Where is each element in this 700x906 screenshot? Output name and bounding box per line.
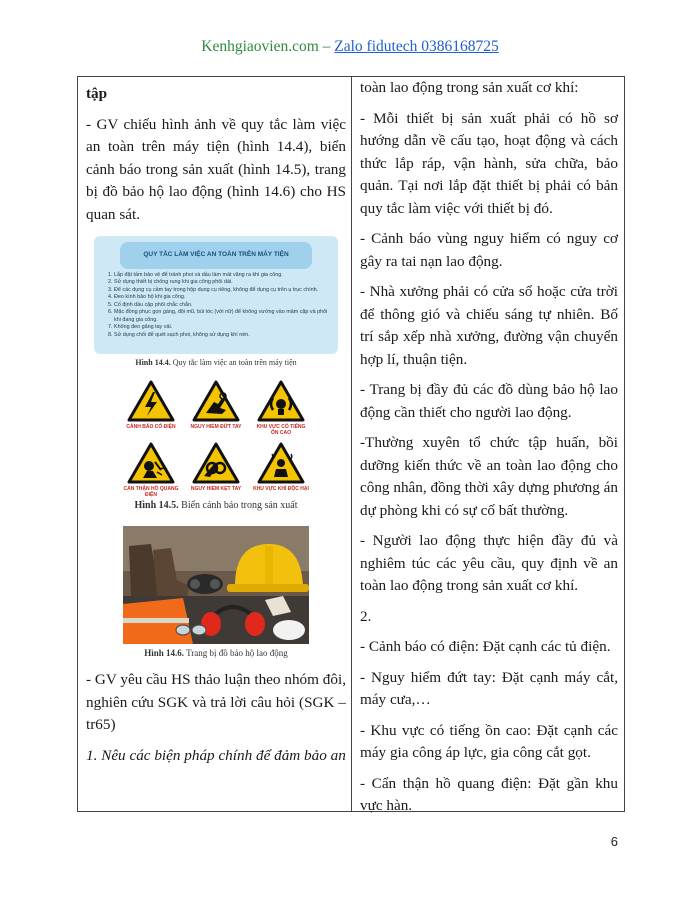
warning-sign <box>123 380 179 436</box>
right-paragraph-10: - Nguy hiểm đứt tay: Đặt cạnh máy cắt, máy cưa,… <box>360 668 618 708</box>
rule-item: 6. Mặc đồng phục gọn gàng, đội mũ, búi tóc (với nữ) để không vướng vào mâm cặp và phôi khi đang gia công. <box>114 309 330 324</box>
rule-item: 1. Lắp đặt tấm bảo vệ để tránh phoi và dầu làm mát văng ra khi gia công. <box>114 272 330 280</box>
right-paragraph-5: - Trang bị đầy đủ các đồ dùng bảo hộ lao động cần thiết cho người lao động. <box>360 381 618 421</box>
arc-welding-icon <box>127 442 175 484</box>
caption-text: Trang bị đồ bảo hộ lao động <box>184 648 288 658</box>
rule-item: 2. Sử dụng thiết bị chống rung khi gia công phôi dài. <box>114 279 330 287</box>
right-paragraph-6: -Thường xuyên tổ chức tập huấn, bồi dưỡng kiến thức về an toàn lao động cho công nhân, đồng thời xây dựng phương án dự phòng khi có sự cố bất thường. <box>360 434 618 519</box>
student-product-column <box>360 77 618 826</box>
warning-sign <box>123 442 179 498</box>
warning-signs-grid <box>123 380 309 498</box>
lesson-table <box>77 76 625 812</box>
right-paragraph-1: toàn lao động trong sản xuất cơ khí: <box>360 79 579 96</box>
contact-link[interactable]: Zalo fidutech 0386168725 <box>334 38 499 55</box>
sign-label: CẢNH BÁO CÓ ĐIỆN <box>126 424 176 430</box>
figure-caption <box>86 358 346 368</box>
caption-number: Hình 14.6. <box>144 648 184 658</box>
teacher-activity-column <box>86 77 346 775</box>
sign-label: KHU VỰC KHÍ ĐỘC HẠI <box>253 486 309 492</box>
column-divider <box>351 77 352 811</box>
rules-title: QUY TẮC LÀM VIỆC AN TOÀN TRÊN MÁY TIỆN <box>120 242 312 269</box>
caption-number: Hình 14.4. <box>135 358 171 367</box>
rule-item: 8. Sử dụng chổi để quét sạch phoi, không sử dụng khí nén. <box>114 332 330 340</box>
caption-text: Quy tắc làm việc an toàn trên máy tiện <box>170 358 297 367</box>
figure-14-5 <box>86 380 346 512</box>
rule-item: 3. Để các dụng cụ cầm tay trong hộp dụng cụ riêng, không để dụng cụ trên ụ trục chính. <box>114 287 330 295</box>
rule-item: 4. Đeo kính bảo hộ khi gia công. <box>114 294 330 302</box>
warning-sign <box>253 442 309 498</box>
warning-sign <box>253 380 309 436</box>
figure-14-6 <box>86 526 346 659</box>
rules-list <box>102 272 330 340</box>
figure-14-4 <box>86 236 346 368</box>
sign-label: NGUY HIỂM KẸT TAY <box>190 486 242 492</box>
rule-item: 5. Cố định dầu cặp phôi chắc chắn. <box>114 302 330 310</box>
site-name: Kenhgiaovien.com <box>201 38 319 55</box>
right-paragraph-8: 2. <box>360 607 372 625</box>
right-paragraph-2: - Mỗi thiết bị sản xuất phải có hồ sơ hướng dẫn về cấu tạo, hoạt động và cách thức lắp ráp, vận hành, sửa chữa, bảo quản. Tại nơi lắp đặt thiết bị phải có bản quy tắc làm việc với thiết bị đó. <box>360 109 618 217</box>
right-paragraph-9: - Cảnh báo có điện: Đặt cạnh các tủ điện. <box>360 638 611 655</box>
warning-sign <box>188 442 244 498</box>
hand-cut-icon <box>192 380 240 422</box>
left-paragraph-2: - GV yêu cầu HS thảo luận theo nhóm đôi, nghiên cứu SGK và trả lời câu hỏi (SGK – tr65) <box>86 671 346 733</box>
right-paragraph-4: - Nhà xưởng phải có cửa sổ hoặc cửa trời để thông gió và chiếu sáng tự nhiên. Bố trí sắp xếp nhà xưởng, đường vận chuyển hợp lí, thuận tiện. <box>360 283 618 368</box>
sign-label: CẨN THẬN HỒ QUANG ĐIỆN <box>123 486 179 498</box>
page-number: 6 <box>610 834 618 849</box>
warning-sign <box>188 380 244 436</box>
question-1: 1. Nêu các biện pháp chính để đảm bảo an <box>86 746 346 764</box>
right-paragraph-11: - Khu vực có tiếng ồn cao: Đặt cạnh các máy gia công áp lực, gia công cắt gọt. <box>360 721 618 761</box>
right-paragraph-7: - Người lao động thực hiện đầy đủ và nghiêm túc các yêu cầu, quy định về an toàn lao động trong sản xuất cơ khí. <box>360 532 618 594</box>
right-paragraph-12: - Cẩn thận hồ quang điện: Đặt gần khu vực hàn. <box>360 774 618 814</box>
sign-label: NGUY HIỂM ĐỨT TAY <box>190 424 242 430</box>
caption-number: Hình 14.5. <box>134 500 179 511</box>
noise-icon <box>257 380 305 422</box>
section-title: tập <box>86 85 108 102</box>
header-separator: – <box>318 38 335 55</box>
lightning-icon <box>127 380 175 422</box>
left-paragraph-1: - GV chiếu hình ảnh về quy tắc làm việc an toàn trên máy tiện (hình 14.4), biển cảnh báo trong sản xuất (hình 14.5), trang bị đồ bảo hộ lao động (hình 14.6) cho HS quan sát. <box>86 115 346 223</box>
safety-rules-poster <box>94 236 338 354</box>
figure-caption <box>86 648 346 659</box>
figure-caption <box>86 500 346 512</box>
sign-label: KHU VỰC CÓ TIẾNG ỒN CAO <box>256 424 306 436</box>
toxic-gas-icon <box>257 442 305 484</box>
dust-mask-icon <box>273 620 305 640</box>
page-header <box>0 38 700 56</box>
hand-crush-icon <box>192 442 240 484</box>
protective-equipment-photo <box>123 526 309 644</box>
rule-item: 7. Không đeo găng tay vải. <box>114 324 330 332</box>
right-paragraph-3: - Cảnh báo vùng nguy hiểm có nguy cơ gây ra tai nạn lao động. <box>360 230 618 270</box>
caption-text: Biển cảnh báo trong sản xuất <box>178 500 298 511</box>
